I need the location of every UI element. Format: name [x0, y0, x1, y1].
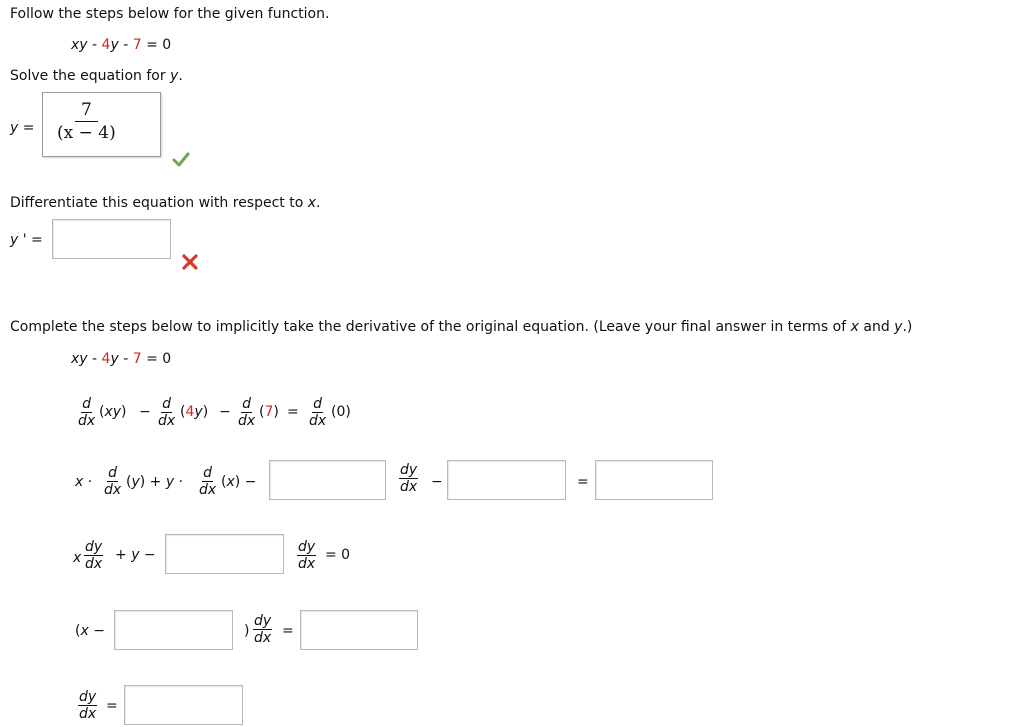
part1-answer-box[interactable] [42, 92, 161, 157]
step1-term-xy: (xy) [99, 404, 127, 420]
step1-d-dx-4: $\frac{d}{dx}$ [309, 396, 327, 429]
step3-dy-dx-2: $\frac{dy}{dx}$ [298, 539, 316, 572]
step1-d-dx-2: $\frac{d}{dx}$ [158, 396, 176, 429]
step2-d-dx-1: $\frac{d}{dx}$ [104, 465, 122, 498]
step2-term-x: (x) − [221, 474, 257, 490]
step1-d-dx-3: $\frac{d}{dx}$ [238, 396, 256, 429]
step3-plus-y-minus: + y − [115, 547, 156, 563]
step1-equals: = [287, 404, 299, 420]
part3-equation: xy - 4y - 7 = 0 [71, 351, 172, 367]
eq-term-xy: xy [71, 37, 88, 53]
part1-answer-fraction [57, 102, 116, 142]
step2-blank-1[interactable] [269, 460, 386, 500]
given-equation: xy - 4y - 7 = 0 [71, 37, 172, 53]
step3-dy-dx-1: $\frac{dy}{dx}$ [85, 539, 103, 572]
cross-icon [181, 253, 199, 271]
part2-answer-label: y ' = [10, 232, 43, 248]
step1-term-0: (0) [331, 404, 351, 420]
step1-term-7: (7) [259, 404, 279, 420]
part2-answer-input[interactable] [52, 219, 171, 259]
step5-equals: = [106, 698, 118, 714]
step3-x: x [73, 550, 82, 566]
step4-blank-1[interactable] [114, 610, 233, 650]
step4-dy-dx: $\frac{dy}{dx}$ [254, 613, 272, 646]
step3-blank-1[interactable] [165, 534, 284, 574]
step2-dy-dx: $\frac{dy}{dx}$ [400, 462, 418, 495]
part1-denominator: (x − 4) [57, 123, 116, 143]
part3-prompt: Complete the steps below to implicitly take the derivative of the original equation. (Leave your final answer in terms of x and y.) [10, 319, 913, 335]
step3-equals-zero: = 0 [325, 547, 351, 563]
step2-x-dot: x · [75, 474, 93, 490]
step4-close: ) [244, 623, 250, 639]
part1-prompt: Solve the equation for y. [10, 68, 183, 84]
step4-open: (x − [75, 623, 105, 639]
step2-term-y: (y) + y · [126, 474, 184, 490]
step1-minus-1: − [139, 404, 151, 420]
step1-term-4y: (4y) [180, 404, 209, 420]
step2-blank-2[interactable] [447, 460, 566, 500]
part1-numerator: 7 [75, 102, 98, 122]
step4-blank-2[interactable] [300, 610, 418, 650]
part2-prompt: Differentiate this equation with respect to x. [10, 195, 321, 211]
step5-blank-1[interactable] [124, 685, 243, 725]
step2-d-dx-2: $\frac{d}{dx}$ [199, 465, 217, 498]
step1-d-dx-1: $\frac{d}{dx}$ [78, 396, 96, 429]
part1-answer-label: y = [10, 120, 35, 136]
step2-minus: − [431, 474, 443, 490]
check-icon [172, 150, 190, 168]
intro-text: Follow the steps below for the given function. [10, 6, 330, 22]
step2-equals: = [577, 474, 589, 490]
step1-minus-2: − [219, 404, 231, 420]
step2-blank-3[interactable] [595, 460, 713, 500]
step4-equals: = [282, 623, 294, 639]
step5-dy-dx: $\frac{dy}{dx}$ [79, 689, 97, 722]
